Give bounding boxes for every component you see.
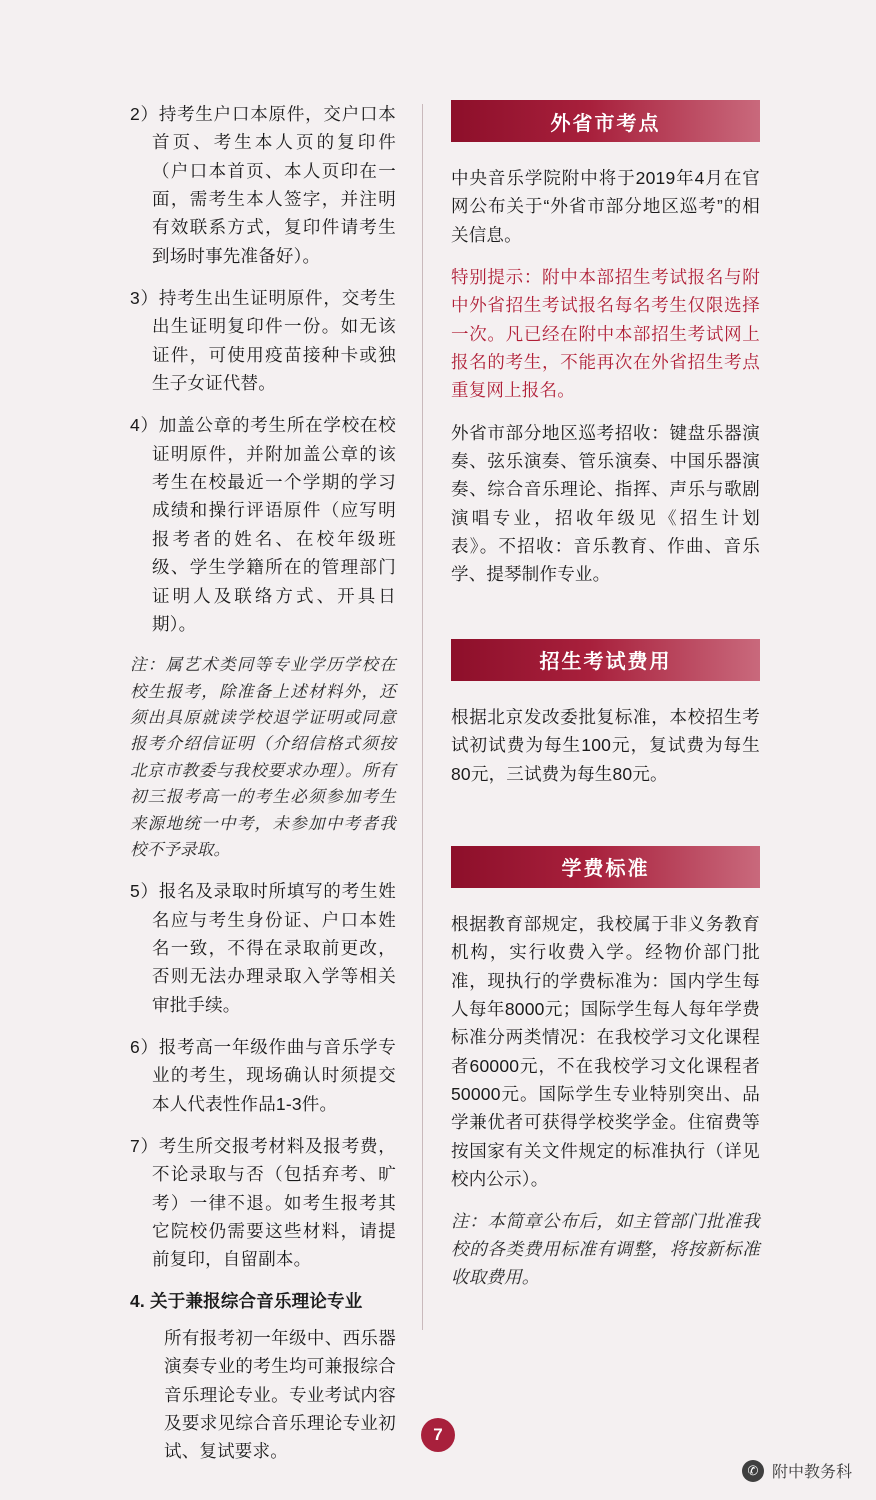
banner-wrap-exam-fee <box>451 639 760 681</box>
spacer-1 <box>451 603 760 639</box>
banner-wrap-out-of-province <box>451 100 760 142</box>
left-note: 注：属艺术类同等专业学历学校在校生报考，除准备上述材料外，还须出具原就读学校退学证明或同意报考介绍信证明（介绍信格式须按北京市教委与我校要求办理）。所有初三报考高一的考生必须参加考生来源地统一中考，未参加中考者我校不予录取。 <box>130 656 396 859</box>
paragraph-item-6: 6）报考高一年级作曲与音乐学专业的考生，现场确认时须提交本人代表性作品1-3件。 <box>130 1037 396 1114</box>
two-column-layout <box>130 100 760 1462</box>
paragraph-item-3: 3）持考生出生证明原件，交考生出生证明复印件一份。如无该证件，可使用疫苗接种卡或独生子女证代替。 <box>130 288 396 394</box>
right-column <box>423 100 760 1360</box>
wechat-icon: ✆ <box>742 1460 764 1482</box>
paragraph-item-7: 7）考生所交报考材料及报考费，不论录取与否（包括弃考、旷考）一律不退。如考生报考其它院校仍需要这些材料，请提前复印，自留副本。 <box>130 1136 396 1270</box>
out-of-province-paragraph: 中央音乐学院附中将于2019年4月在官网公布关于“外省市部分地区巡考”的相关信息。 <box>451 168 760 245</box>
out-of-province-highlight: 特别提示：附中本部招生考试报名与附中外省招生考试报名每名考生仅限选择一次。凡已经在附中本部招生考试网上报名的考生，不能再次在外省招生考点重复网上报名。 <box>451 267 760 401</box>
left-column <box>130 100 422 1462</box>
paragraph-item-2: 2）持考生户口本原件，交户口本首页、考生本人页的复印件（户口本首页、本人页印在一面，需考生本人签字，并注明有效联系方式，复印件请考生到场时事先准备好）。 <box>130 104 396 266</box>
spacer-2 <box>451 802 760 846</box>
footer-brand-label: 附中教务科 <box>771 1464 852 1481</box>
paragraph-item-4: 4）加盖公章的考生所在学校在校证明原件，并附加盖公章的该考生在校最近一个学期的学习成绩和操行评语原件（应写明报考者的姓名、在校年级班级、学生学籍所在的管理部门证明人及联络方式、开具日期）。 <box>130 415 396 634</box>
section-banner-exam-fee: 招生考试费用 <box>451 639 760 681</box>
section-banner-tuition: 学费标准 <box>451 846 760 888</box>
banner-wrap-tuition <box>451 846 760 888</box>
out-of-province-paragraph-after: 外省市部分地区巡考招收：键盘乐器演奏、弦乐演奏、管乐演奏、中国乐器演奏、综合音乐理论、指挥、声乐与歌剧演唱专业，招收年级见《招生计划表》。不招收：音乐教育、作曲、音乐学、提琴制作专业。 <box>451 422 760 585</box>
footer-brand <box>742 1459 852 1482</box>
page-number: 7 <box>421 1418 455 1452</box>
section-heading-4: 4. 关于兼报综合音乐理论专业 <box>130 1290 363 1311</box>
tuition-paragraph: 根据教育部规定，我校属于非义务教育机构，实行收费入学。经物价部门批准，现执行的学费标准为：国内学生每人每年8000元；国际学生每人每年学费标准分两类情况：在我校学习文化课程者60000元，不在我校学习文化课程者50000元。国际学生专业特别突出、品学兼优者可获得学校奖学金。住宿费等按国家有关文件规定的标准执行（详见校内公示）。 <box>451 913 760 1189</box>
exam-fee-paragraph: 根据北京发改委批复标准，本校招生考试初试费为每生100元，复试费为每生80元，三试费为每生80元。 <box>451 706 760 784</box>
tuition-note: 注：本简章公布后，如主管部门批准我校的各类费用标准有调整，将按新标准收取费用。 <box>451 1211 760 1288</box>
section-body-4: 所有报考初一年级中、西乐器演奏专业的考生均可兼报综合音乐理论专业。专业考试内容及要求见综合音乐理论专业初试、复试要求。 <box>164 1328 396 1462</box>
paragraph-item-5: 5）报名及录取时所填写的考生姓名应与考生身份证、户口本姓名一致，不得在录取前更改，否则无法办理录取入学等相关审批手续。 <box>130 881 396 1015</box>
section-banner-out-of-province: 外省市考点 <box>451 100 760 142</box>
